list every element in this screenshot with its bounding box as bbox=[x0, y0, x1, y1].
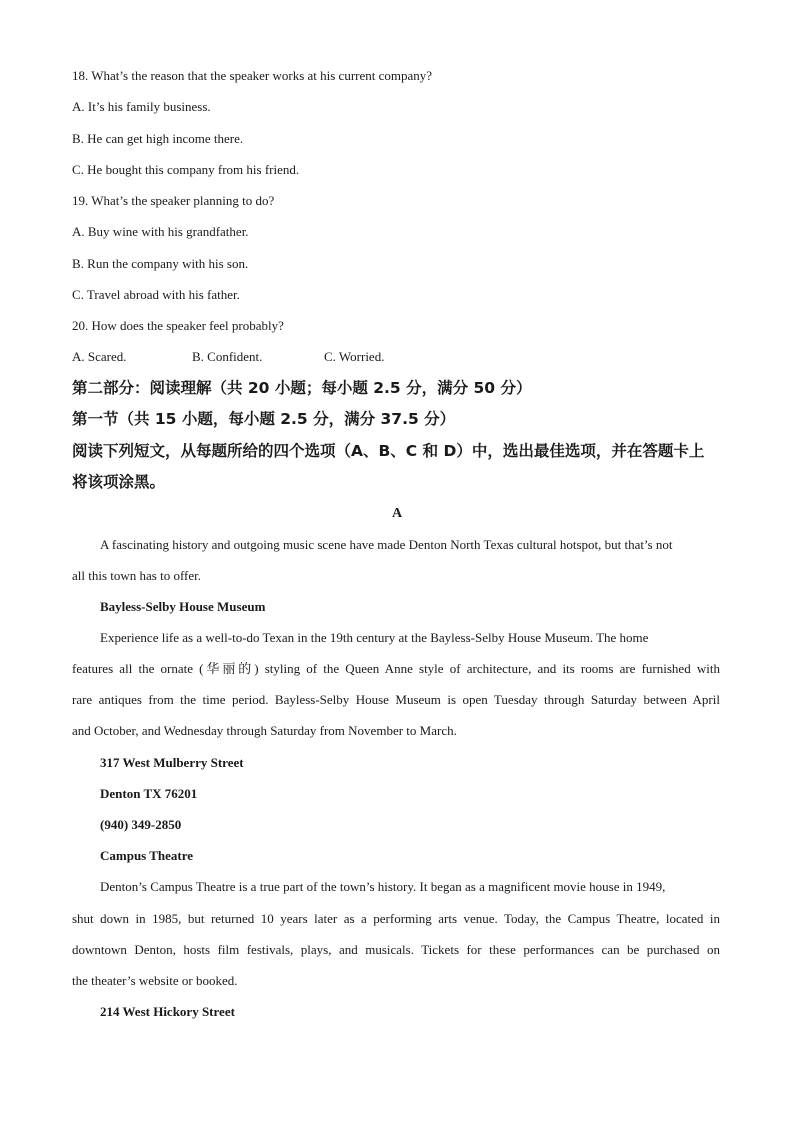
intro-line-1: A fascinating history and outgoing music scene have made Denton North Texas cultural hotspot, but that’s not bbox=[100, 537, 673, 552]
theatre-address: 214 West Hickory Street bbox=[100, 1004, 235, 1019]
theatre-line-2: shut down in 1985, but returned 10 years later as a performing arts venue. Today, the Campus Theatre, located in bbox=[72, 911, 720, 926]
q18-option-a: A. It’s his family business. bbox=[72, 99, 211, 114]
museum-address: 317 West Mulberry Street bbox=[100, 755, 244, 770]
q19-option-b: B. Run the company with his son. bbox=[72, 256, 249, 271]
question-20: 20. How does the speaker feel probably? bbox=[72, 318, 284, 333]
section-heading: 第一节（共 15 小题，每小题 2.5 分，满分 37.5 分） bbox=[72, 410, 456, 428]
museum-line-4: and October, and Wednesday through Saturday from November to March. bbox=[72, 723, 457, 738]
museum-phone: (940) 349-2850 bbox=[100, 817, 182, 832]
museum-line-1: Experience life as a well-to-do Texan in the 19th century at the Bayless-Selby House Museum. The home bbox=[100, 630, 649, 645]
q20-option-c: C. Worried. bbox=[324, 349, 385, 364]
theatre-line-3: downtown Denton, hosts film festivals, plays, and musicals. Tickets for these performances can be purchased on bbox=[72, 942, 720, 957]
question-19: 19. What’s the speaker planning to do? bbox=[72, 193, 275, 208]
intro-line-2: all this town has to offer. bbox=[72, 568, 202, 583]
q20-option-b: B. Confident. bbox=[192, 349, 263, 364]
instruction-line-1: 阅读下列短文，从每题所给的四个选项（A、B、C 和 D）中，选出最佳选项，并在答题卡上 bbox=[72, 442, 705, 460]
question-18: 18. What’s the reason that the speaker works at his current company? bbox=[72, 68, 433, 83]
passage-label: A bbox=[391, 506, 403, 521]
theatre-title: Campus Theatre bbox=[100, 848, 194, 863]
instruction-line-2: 将该项涂黑。 bbox=[72, 473, 166, 491]
q19-option-a: A. Buy wine with his grandfather. bbox=[72, 224, 249, 239]
theatre-line-4: the theater’s website or booked. bbox=[72, 973, 238, 988]
q18-option-c: C. He bought this company from his friend. bbox=[72, 162, 300, 177]
museum-title: Bayless-Selby House Museum bbox=[100, 599, 266, 614]
q20-option-a: A. Scared. bbox=[72, 349, 127, 364]
q18-option-b: B. He can get high income there. bbox=[72, 131, 244, 146]
q19-option-c: C. Travel abroad with his father. bbox=[72, 287, 240, 302]
museum-line-2: features all the ornate (华丽的) styling of the Queen Anne style of architecture, and its rooms are furnished with bbox=[72, 661, 720, 676]
museum-city: Denton TX 76201 bbox=[100, 786, 198, 801]
theatre-line-1: Denton’s Campus Theatre is a true part of the town’s history. It began as a magnificent movie house in 1949, bbox=[100, 879, 666, 894]
part-heading: 第二部分：阅读理解（共 20 小题；每小题 2.5 分，满分 50 分） bbox=[72, 379, 532, 397]
museum-line-3: rare antiques from the time period. Bayless-Selby House Museum is open Tuesday through Saturday between April bbox=[72, 692, 720, 707]
